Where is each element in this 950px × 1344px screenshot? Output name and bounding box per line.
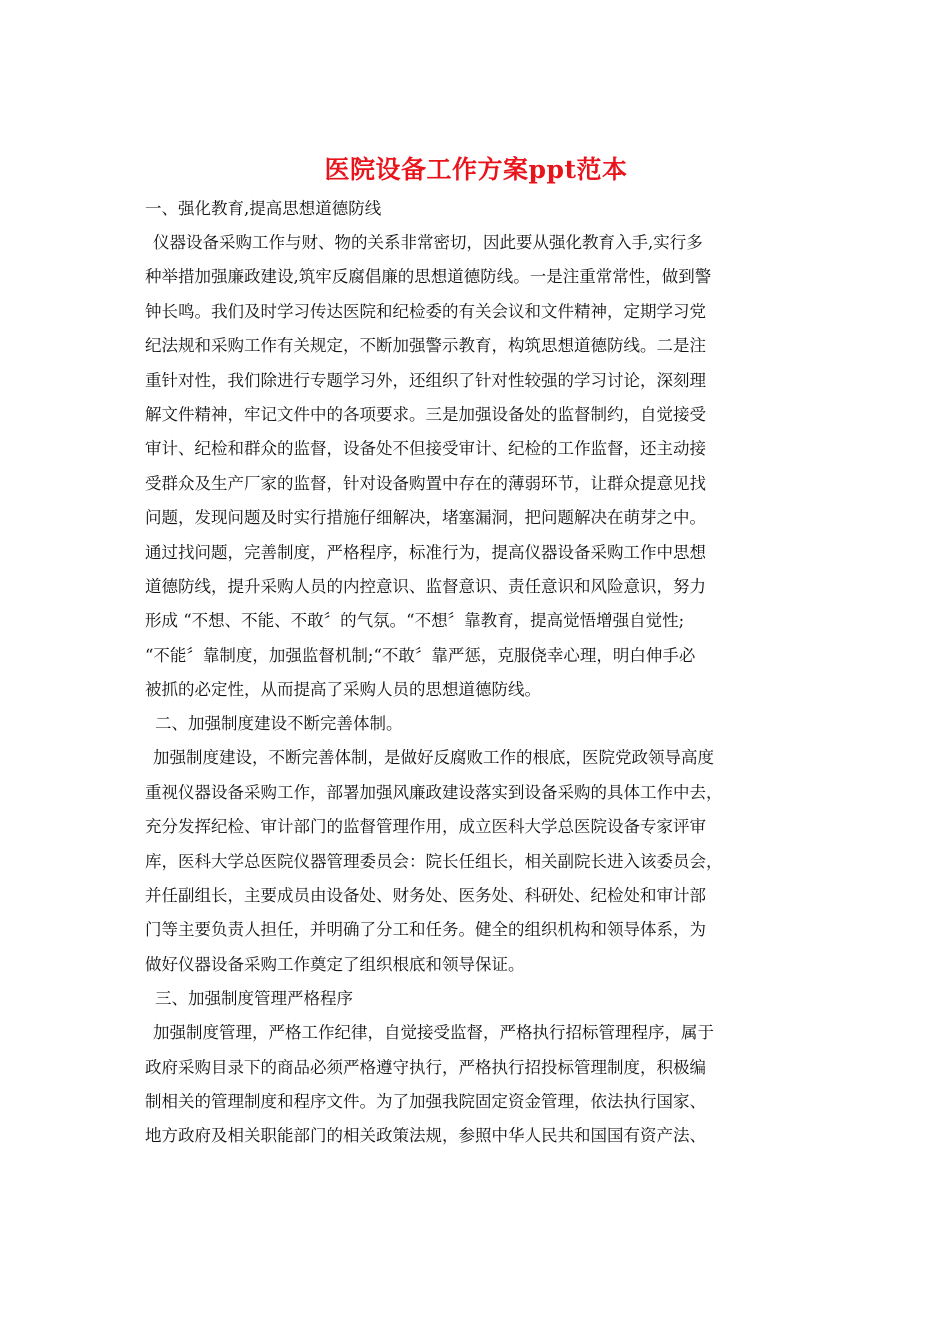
paragraph-line: 受群众及生产厂家的监督，针对设备购置中存在的薄弱环节，让群众提意见找 xyxy=(145,473,706,493)
section-paragraph xyxy=(145,1016,807,1154)
section-heading: 三、加强制度管理严格程序 xyxy=(155,989,353,1009)
section-2 xyxy=(145,707,807,982)
paragraph-line: 通过找问题，完善制度，严格程序，标准行为，提高仪器设备采购工作中思想 xyxy=(145,542,706,562)
paragraph-line: 钟长鸣。我们及时学习传达医院和纪检委的有关会议和文件精神，定期学习党 xyxy=(145,301,706,321)
paragraph-line: 审计、纪检和群众的监督，设备处不但接受审计、纪检的工作监督，还主动接 xyxy=(145,439,706,459)
section-heading: 一、强化教育,提高思想道德防线 xyxy=(145,199,382,218)
paragraph-line: 仪器设备采购工作与财、物的关系非常密切，因此要从强化教育入手,实行多 xyxy=(153,233,703,252)
paragraph-line: 纪法规和采购工作有关规定，不断加强警示教育，构筑思想道德防线。二是注 xyxy=(145,336,706,356)
paragraph-line: 库，医科大学总医院仪器管理委员会：院长任组长，相关副院长进入该委员会， xyxy=(145,851,723,871)
paragraph-line: 政府采购目录下的商品必须严格遵守执行，严格执行招投标管理制度，积极编 xyxy=(145,1057,706,1077)
paragraph-line: 并任副组长，主要成员由设备处、财务处、医务处、科研处、纪检处和审计部 xyxy=(145,886,706,906)
paragraph-line: 重视仪器设备采购工作，部署加强风廉政建设落实到设备采购的具体工作中去， xyxy=(145,782,723,802)
paragraph-line: 重针对性，我们除进行专题学习外，还组织了针对性较强的学习讨论，深刻理 xyxy=(145,370,706,390)
document-page xyxy=(145,150,807,1154)
paragraph-line: 道德防线，提升采购人员的内控意识、监督意识、责任意识和风险意识，努力 xyxy=(145,576,706,596)
section-paragraph xyxy=(145,741,807,982)
paragraph-line: 门等主要负责人担任，并明确了分工和任务。健全的组织机构和领导体系，为 xyxy=(145,920,706,940)
paragraph-line: 解文件精神，牢记文件中的各项要求。三是加强设备处的监督制约，自觉接受 xyxy=(145,404,706,424)
section-heading: 二、加强制度建设不断完善体制。 xyxy=(155,714,403,734)
paragraph-line: 形成 “不想、不能、不敢〞的气氛。“不想〞靠教育，提高觉悟增强自觉性; xyxy=(145,611,685,631)
paragraph-line: 加强制度管理，严格工作纪律，自觉接受监督，严格执行招标管理程序，属于 xyxy=(153,1023,714,1043)
section-1 xyxy=(145,192,807,707)
section-3 xyxy=(145,982,807,1154)
paragraph-line: 做好仪器设备采购工作奠定了组织根底和领导保证。 xyxy=(145,954,525,974)
paragraph-line: 问题，发现问题及时实行措施仔细解决，堵塞漏洞，把问题解决在萌芽之中。 xyxy=(145,508,706,528)
paragraph-line: 种举措加强廉政建设,筑牢反腐倡廉的思想道德防线。一是注重常常性，做到警 xyxy=(145,267,712,287)
section-paragraph xyxy=(145,226,807,707)
paragraph-line: 被抓的必定性，从而提高了采购人员的思想道德防线。 xyxy=(145,680,541,700)
paragraph-line: 加强制度建设，不断完善体制，是做好反腐败工作的根底，医院党政领导高度 xyxy=(153,748,714,768)
paragraph-line: 充分发挥纪检、审计部门的监督管理作用，成立医科大学总医院设备专家评审 xyxy=(145,817,706,837)
document-title: 医院设备工作方案ppt范本 xyxy=(324,155,628,184)
paragraph-line: “不能〞靠制度，加强监督机制;“不敢〞靠严惩，克服侥幸心理，明白伸手必 xyxy=(145,645,696,665)
paragraph-line: 制相关的管理制度和程序文件。为了加强我院固定资金管理，依法执行国家、 xyxy=(145,1091,706,1111)
paragraph-line: 地方政府及相关职能部门的相关政策法规，参照中华人民共和国国有资产法、 xyxy=(145,1126,706,1146)
